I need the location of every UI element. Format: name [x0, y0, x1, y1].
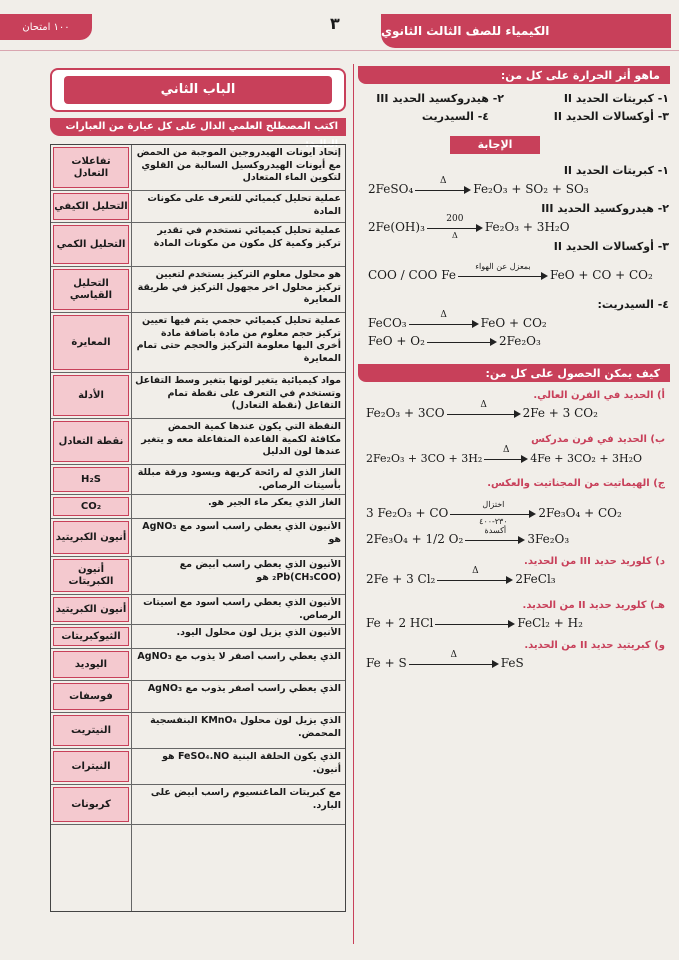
- definition-cell: الأنيون الذي يزيل لون محلول اليود.: [176, 627, 341, 638]
- q1-item-3: ٣- أوكسالات الحديد II: [553, 110, 669, 123]
- table-row: [51, 749, 345, 785]
- definition-cell: الأنيون الذي يعطي راسب أسود مع AgNO₃ هو: [142, 521, 341, 545]
- table-row: [51, 625, 345, 649]
- table-row: [51, 373, 345, 419]
- table-row: [51, 557, 345, 595]
- chapter-title: الباب الثاني: [64, 76, 332, 104]
- b5-equation: Fe + 2 HCl FeCl₂ + H₂: [366, 616, 583, 630]
- b1-label: أ) الحديد في الفرن العالي.: [533, 390, 665, 401]
- term-cell: التحليل الكيفي: [53, 193, 129, 220]
- table-row: [51, 191, 345, 223]
- table-row: [51, 465, 345, 495]
- q1-item-4: ٤- السيدريت: [421, 110, 489, 123]
- header-rule: [0, 50, 679, 51]
- a3-label: ٣- أوكسالات الحديد II: [553, 240, 669, 253]
- question-2-bar: كيف يمكن الحصول على كل من:: [358, 364, 670, 382]
- a3-equation: COO / COO Fe بمعزل عن الهواء FeO + CO + CO₂: [368, 261, 653, 282]
- definition-cell: مع كبريتات الماغنسيوم راسب أبيض على البارد.: [150, 787, 341, 811]
- b4-equation: 2Fe + 3 Cl₂ Δ 2FeCl₃: [366, 565, 556, 586]
- definition-cell: الغاز الذي له رائحة كريهة ويسود ورقة مبللة بأسيتات الرصاص.: [137, 467, 341, 491]
- b3-label: ج) الهيماتيت من المجناتيت والعكس.: [487, 478, 665, 489]
- b6-equation: Fe + S Δ FeS: [366, 649, 524, 670]
- term-cell: النيتريت: [53, 715, 129, 746]
- b2-equation: 2Fe₂O₃ + 3CO + 3H₂ Δ 4Fe + 3CO₂ + 3H₂O: [366, 445, 643, 465]
- header-title: الكيمياء للصف الثالث الثانوي: [381, 14, 671, 48]
- a4-label: ٤- السيدريت:: [597, 298, 669, 311]
- term-cell: اليوديد: [53, 651, 129, 678]
- term-cell: الثيوكبريتات: [53, 627, 129, 646]
- table-row: [51, 785, 345, 825]
- answer-label: الإجابة: [450, 136, 540, 154]
- table-row: [51, 519, 345, 557]
- definition-cell: الذي يعطي راسب أصفر لا يذوب مع AgNO₃: [137, 651, 341, 662]
- terms-table: [50, 144, 346, 912]
- term-cell: المعايرة: [53, 315, 129, 370]
- term-cell: نقطة التعادل: [53, 421, 129, 462]
- question-1-bar: ماهو أثر الحرارة على كل من:: [358, 66, 670, 84]
- b5-label: هـ) كلوريد حديد II من الحديد.: [522, 600, 665, 611]
- q1-item-1: ١- كبريتات الحديد II: [563, 92, 669, 105]
- table-row: [51, 649, 345, 681]
- page-number: ٣: [330, 14, 340, 33]
- term-cell: أنيون الكبريتيد: [53, 521, 129, 554]
- term-cell: التحليل القياسي: [53, 269, 129, 310]
- term-cell: CO₂: [53, 497, 129, 516]
- term-cell: الأدلة: [53, 375, 129, 416]
- definition-cell: الذي يكون الحلقة البنية FeSO₄.NO هو أنيون.: [162, 751, 341, 775]
- definition-cell: عملية تحليل كيميائي تستخدم في تقدير تركيز وكمية كل مكون من مكونات المادة: [153, 225, 341, 249]
- table-row: [51, 313, 345, 373]
- definition-cell: الأنيون الذي يعطي راسب أبيض مع (CH₃COO)₂Pb هو: [179, 559, 341, 583]
- b3-equation-1: 3 Fe₂O₃ + CO اختزال ٢٣٠-٤٠٠ 2Fe₃O₄ + CO₂: [366, 499, 622, 526]
- definition-cell: عملية تحليل كيميائي حجمي يتم فيها تعيين تركيز حجم معلوم من مادة باضافة مادة أخرى اليها معلومة التركيز والحجم حتى تمام المعايرة: [136, 315, 341, 364]
- a2-label: ٢- هيدروكسيد الحديد III: [541, 202, 669, 215]
- table-row: [51, 267, 345, 313]
- q1-item-2: ٢- هيدروكسيد الحديد III: [376, 92, 504, 105]
- table-row: [51, 223, 345, 267]
- definition-cell: النقطة التي يكون عندها كمية الحمض مكافئة لكمية القاعدة المتفاعلة معه و يتغير عندها لون الدليل: [141, 421, 341, 457]
- definition-cell: الذي يعطي راسب أصفر يذوب مع AgNO₃: [147, 683, 341, 694]
- b2-label: ب) الحديد في فرن مدركس: [531, 434, 665, 445]
- table-row: [51, 495, 345, 519]
- b3-equation-2: 2Fe₃O₄ + 1/2 O₂ أكسدة 3Fe₂O₃: [366, 525, 570, 546]
- definition-cell: مواد كيميائية يتغير لونها بتغير وسط التفاعل وتستخدم في التعرف على نقطة تمام التفاعل (نقطة التعادل): [135, 375, 341, 411]
- b1-equation: Fe₂O₃ + 3CO Δ 2Fe + 3 CO₂: [366, 399, 598, 420]
- definition-cell: هو محلول معلوم التركيز يستخدم لتعيين تركيز محلول اخر مجهول التركيز في طريقة المعايرة: [137, 269, 341, 305]
- definition-cell: الأنيون الذي يعطي راسب أسود مع أسيتات الرصاص.: [143, 597, 341, 621]
- table-row: [51, 681, 345, 713]
- table-row: [51, 145, 345, 191]
- a1-equation: 2FeSO₄ Δ Fe₂O₃ + SO₂ + SO₃: [368, 175, 589, 196]
- a1-label: ١- كبريتات الحديد II: [563, 164, 669, 177]
- a4-equation-2: FeO + O₂ 2Fe₂O₃: [368, 334, 541, 348]
- term-cell: كربونات: [53, 787, 129, 822]
- term-cell: التحليل الكمي: [53, 225, 129, 264]
- table-row: [51, 419, 345, 465]
- definition-cell: عملية تحليل كيميائي للتعرف على مكونات المادة: [147, 193, 341, 217]
- definition-cell: الذي يزيل لون محلول KMnO₄ البنفسجية المحمض.: [150, 715, 341, 739]
- table-row: [51, 713, 345, 749]
- term-cell: أنيون الكبريتيد: [53, 597, 129, 622]
- column-divider: [353, 64, 354, 944]
- b6-label: و) كبريتيد حديد II من الحديد.: [524, 640, 665, 651]
- definition-cell: الغاز الذي يعكر ماء الجير هو.: [207, 497, 341, 508]
- term-cell: النيترات: [53, 751, 129, 782]
- table-row: [51, 595, 345, 625]
- b4-label: د) كلوريد حديد III من الحديد.: [524, 556, 665, 567]
- a4-equation-1: FeCO₃ Δ FeO + CO₂: [368, 309, 547, 330]
- term-cell: أنيون الكبريتات: [53, 559, 129, 592]
- chapter-title-box: [50, 68, 346, 112]
- instruction-bar: اكتب المصطلح العلمي الدال على كل عبارة من العبارات التالية:: [50, 118, 346, 136]
- header-tab: ١٠٠ امتحان: [0, 14, 92, 40]
- a2-equation: 2Fe(OH)₃ 200 Δ Fe₂O₃ + 3H₂O: [368, 213, 570, 240]
- term-cell: H₂S: [53, 467, 129, 492]
- term-cell: تفاعلات التعادل: [53, 147, 129, 188]
- term-cell: فوسفات: [53, 683, 129, 710]
- definition-cell: إتحاد أيونات الهيدروجين الموجبة من الحمض مع أيونات الهيدروكسيل السالبة من القلوي لتكوين الماء المتعادل: [136, 147, 341, 183]
